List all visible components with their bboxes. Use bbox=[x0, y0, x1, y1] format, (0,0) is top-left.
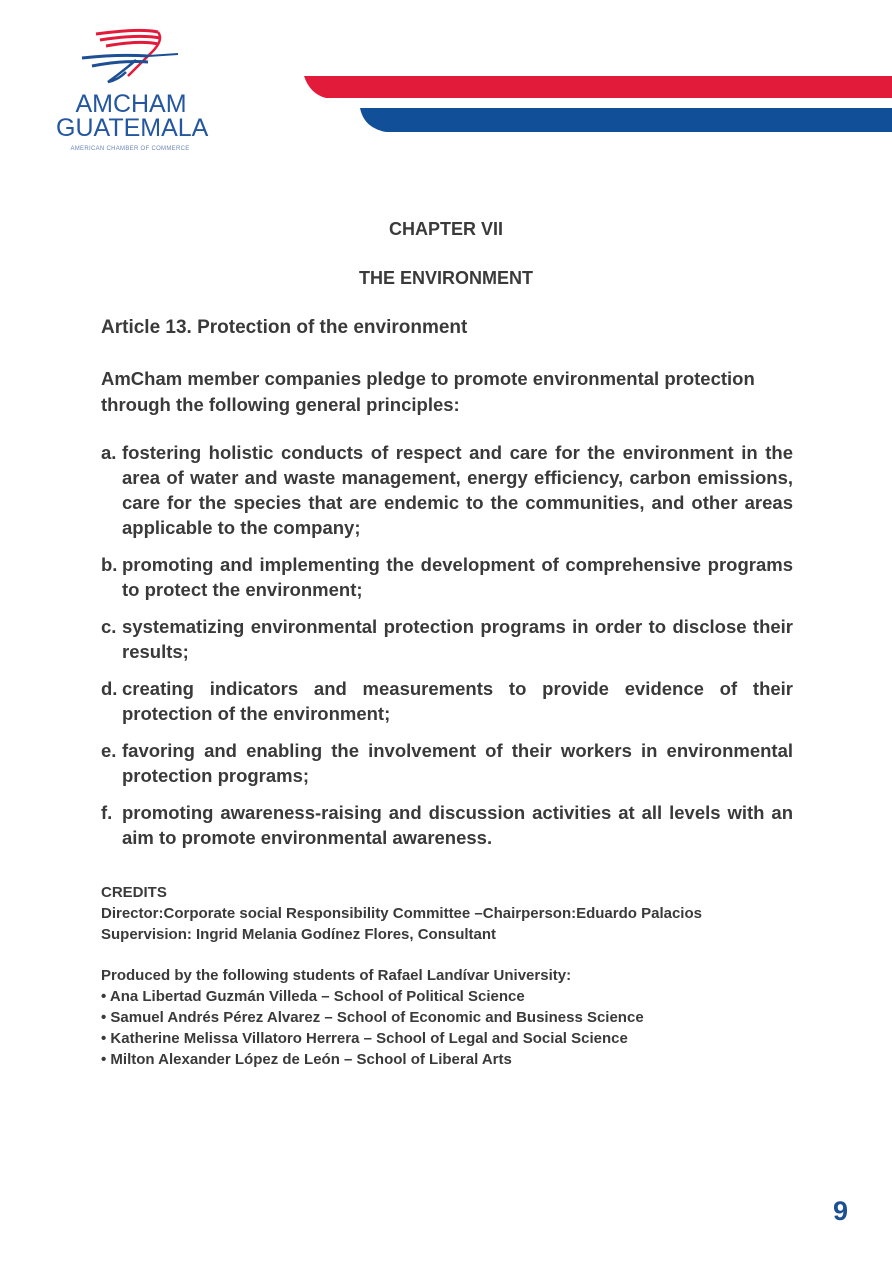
list-item-text: fostering holistic conducts of respect and care for the environment in the area of water and waste management, energy efficiency, carbon emissions, care for the species that are endemic to the communities, and other areas applicable to the company; bbox=[122, 442, 793, 538]
chapter-heading: CHAPTER VII bbox=[388, 219, 503, 239]
page-number: 9 bbox=[832, 1196, 848, 1226]
list-item bbox=[101, 440, 793, 540]
logo-line1: AMCHAM bbox=[75, 90, 187, 118]
list-marker: f. bbox=[101, 802, 113, 823]
list-marker: b. bbox=[101, 554, 118, 575]
credits-section bbox=[101, 882, 821, 1070]
credits-student: • Samuel Andrés Pérez Alvarez – School of Economic and Business Science bbox=[101, 1009, 644, 1026]
logo-subtitle: AMERICAN CHAMBER OF COMMERCE bbox=[70, 146, 190, 152]
credits-supervision: Supervision: Ingrid Melania Godínez Flores, Consultant bbox=[101, 926, 497, 943]
list-item bbox=[101, 552, 793, 602]
section-title: THE ENVIRONMENT bbox=[358, 268, 533, 288]
logo-title bbox=[56, 90, 209, 142]
list-item-text: promoting awareness-raising and discussion activities at all levels with an aim to promote environmental awareness. bbox=[122, 802, 793, 848]
header-stripes bbox=[302, 74, 892, 134]
list-item-text: promoting and implementing the development of comprehensive programs to protect the environment; bbox=[122, 554, 793, 600]
list-item bbox=[101, 676, 793, 726]
list-marker: a. bbox=[101, 442, 117, 463]
credits-director: Director:Corporate social Responsibility Committee –Chairperson:Eduardo Palacios bbox=[101, 905, 702, 922]
amcham-logo bbox=[52, 26, 212, 158]
credits-student: • Milton Alexander López de León – School of Liberal Arts bbox=[101, 1051, 512, 1068]
eagle-stripes-icon bbox=[78, 26, 188, 90]
credits-student: • Katherine Melissa Villatoro Herrera – School of Legal and Social Science bbox=[101, 1030, 628, 1047]
list-item bbox=[101, 738, 793, 788]
article-title: Article 13. Protection of the environment bbox=[101, 317, 468, 338]
credits-student: • Ana Libertad Guzmán Villeda – School of Political Science bbox=[101, 988, 525, 1005]
list-item-text: systematizing environmental protection programs in order to disclose their results; bbox=[122, 616, 793, 662]
list-item-text: creating indicators and measurements to provide evidence of their protection of the environment; bbox=[122, 678, 793, 724]
list-item bbox=[101, 800, 793, 850]
list-marker: d. bbox=[101, 678, 118, 699]
article-intro: AmCham member companies pledge to promote environmental protection through the following general principles: bbox=[101, 368, 755, 415]
credits-produced-by: Produced by the following students of Rafael Landívar University: bbox=[101, 967, 572, 984]
principles-list bbox=[101, 440, 793, 862]
list-marker: e. bbox=[101, 740, 117, 761]
list-item bbox=[101, 614, 793, 664]
credits-heading: CREDITS bbox=[101, 884, 167, 901]
spacer bbox=[101, 945, 821, 965]
list-marker: c. bbox=[101, 616, 117, 637]
list-item-text: favoring and enabling the involvement of their workers in environmental protection programs; bbox=[122, 740, 793, 786]
logo-line2: GUATEMALA bbox=[56, 114, 209, 142]
